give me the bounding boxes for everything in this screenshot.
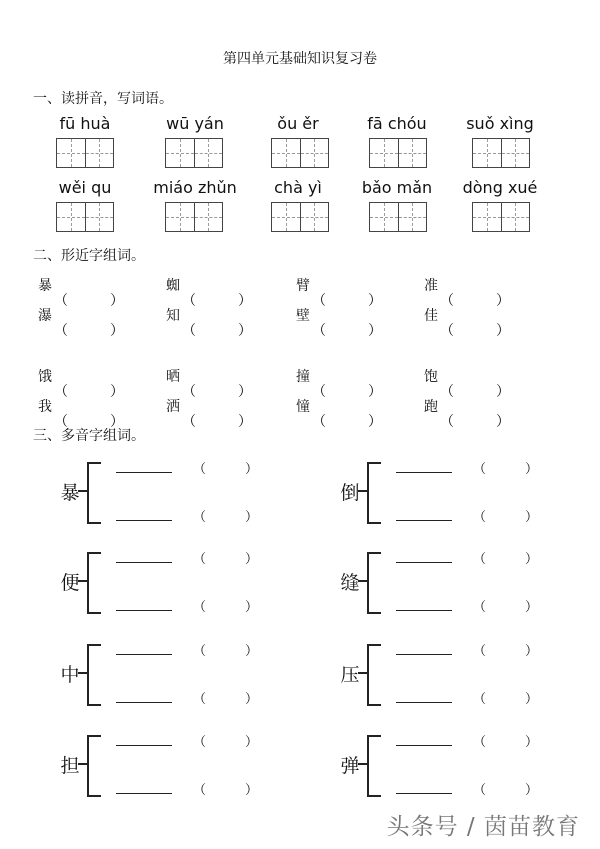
pinyin-1: fū huà <box>59 114 111 133</box>
pinyin-paren-open[interactable]: （ <box>473 644 487 659</box>
polyphone-char: 担 <box>60 755 80 777</box>
pinyin-paren-open[interactable]: （ <box>193 510 207 525</box>
xingjin-item[interactable]: 洒 <box>166 399 180 415</box>
brace <box>367 644 381 706</box>
xingjin-item[interactable]: 准 <box>424 278 438 294</box>
writing-grid-8[interactable] <box>271 202 329 232</box>
pinyin-9: bǎo mǎn <box>361 178 433 197</box>
section-1-heading: 一、读拼音，写词语。 <box>33 91 173 107</box>
pinyin-paren-close: ） <box>245 644 259 659</box>
answer-blank[interactable] <box>396 702 452 703</box>
xingjin-item[interactable]: 我 <box>38 399 52 415</box>
pinyin-paren-open[interactable]: （ <box>473 692 487 707</box>
pinyin-paren-close: ） <box>525 600 539 615</box>
pinyin-paren-close: ） <box>525 783 539 798</box>
polyphone-char: 暴 <box>60 482 80 504</box>
pinyin-paren-open[interactable]: （ <box>193 644 207 659</box>
answer-blank[interactable] <box>396 745 452 746</box>
writing-grid-5[interactable] <box>472 138 530 168</box>
pinyin-paren-open[interactable]: （ <box>193 462 207 477</box>
pinyin-paren-close: ） <box>245 600 259 615</box>
answer-blank[interactable] <box>396 793 452 794</box>
answer-blank[interactable] <box>116 793 172 794</box>
polyphone-char: 弹 <box>340 755 360 777</box>
pinyin-paren-close: ） <box>245 552 259 567</box>
brace <box>367 462 381 524</box>
pinyin-paren-open[interactable]: （ <box>473 462 487 477</box>
xingjin-item[interactable]: 壁 <box>296 308 310 324</box>
pinyin-4: fā chóu <box>367 114 427 133</box>
answer-blank[interactable] <box>116 520 172 521</box>
pinyin-3: ǒu ěr <box>277 114 319 133</box>
xingjin-item[interactable]: 跑 <box>424 399 438 415</box>
answer-blank[interactable] <box>116 562 172 563</box>
pinyin-6: wěi qu <box>58 178 112 197</box>
xingjin-item[interactable]: 撞 <box>296 369 310 385</box>
xingjin-item[interactable]: 饿 <box>38 369 52 385</box>
xingjin-item[interactable]: 知 <box>166 308 180 324</box>
xingjin-item[interactable]: 臂 <box>296 278 310 294</box>
pinyin-paren-close: ） <box>525 735 539 750</box>
page-title: 第四单元基础知识复习卷 <box>223 51 377 67</box>
writing-grid-9[interactable] <box>369 202 427 232</box>
pinyin-paren-open[interactable]: （ <box>473 783 487 798</box>
answer-blank[interactable] <box>396 610 452 611</box>
answer-blank[interactable] <box>396 654 452 655</box>
brace <box>87 735 101 797</box>
pinyin-paren-open[interactable]: （ <box>193 735 207 750</box>
section-2-heading: 二、形近字组词。 <box>33 248 145 264</box>
answer-blank[interactable] <box>396 472 452 473</box>
pinyin-paren-open[interactable]: （ <box>193 600 207 615</box>
writing-grid-6[interactable] <box>56 202 114 232</box>
xingjin-item[interactable]: 暴 <box>38 278 52 294</box>
answer-blank[interactable] <box>116 610 172 611</box>
polyphone-char: 倒 <box>340 482 360 504</box>
xingjin-item[interactable]: 饱 <box>424 369 438 385</box>
xingjin-item[interactable]: 憧 <box>296 399 310 415</box>
answer-blank[interactable] <box>116 472 172 473</box>
xingjin-item[interactable]: 晒 <box>166 369 180 385</box>
pinyin-paren-open[interactable]: （ <box>473 600 487 615</box>
pinyin-paren-open[interactable]: （ <box>473 735 487 750</box>
pinyin-7: miáo zhǔn <box>153 178 237 197</box>
pinyin-paren-close: ） <box>525 510 539 525</box>
writing-grid-2[interactable] <box>165 138 223 168</box>
polyphone-char: 缝 <box>340 572 360 594</box>
writing-grid-3[interactable] <box>271 138 329 168</box>
writing-grid-4[interactable] <box>369 138 427 168</box>
polyphone-char: 便 <box>60 572 80 594</box>
polyphone-char: 压 <box>340 664 360 686</box>
answer-blank[interactable] <box>116 654 172 655</box>
brace <box>367 552 381 614</box>
pinyin-paren-open[interactable]: （ <box>193 783 207 798</box>
pinyin-paren-close: ） <box>525 552 539 567</box>
brace <box>367 735 381 797</box>
pinyin-paren-close: ） <box>245 735 259 750</box>
brace <box>87 644 101 706</box>
polyphone-char: 中 <box>60 664 80 686</box>
xingjin-item[interactable]: 蜘 <box>166 278 180 294</box>
pinyin-paren-open[interactable]: （ <box>473 510 487 525</box>
writing-grid-10[interactable] <box>472 202 530 232</box>
pinyin-paren-close: ） <box>245 510 259 525</box>
pinyin-paren-open[interactable]: （ <box>193 692 207 707</box>
xingjin-item[interactable]: 瀑 <box>38 308 52 324</box>
pinyin-8: chà yì <box>274 178 322 197</box>
answer-blank[interactable] <box>116 702 172 703</box>
answer-blank[interactable] <box>116 745 172 746</box>
xingjin-item[interactable]: 佳 <box>424 308 438 324</box>
pinyin-2: wū yán <box>166 114 224 133</box>
pinyin-paren-open[interactable]: （ <box>473 552 487 567</box>
watermark: 头条号 / 茵苗教育 <box>386 814 580 840</box>
brace <box>87 552 101 614</box>
pinyin-paren-close: ） <box>525 692 539 707</box>
pinyin-paren-close: ） <box>245 783 259 798</box>
pinyin-paren-close: ） <box>245 462 259 477</box>
writing-grid-7[interactable] <box>165 202 223 232</box>
answer-blank[interactable] <box>396 520 452 521</box>
pinyin-5: suǒ xìng <box>466 114 534 133</box>
writing-grid-1[interactable] <box>56 138 114 168</box>
pinyin-paren-close: ） <box>245 692 259 707</box>
brace <box>87 462 101 524</box>
pinyin-paren-close: ） <box>525 644 539 659</box>
pinyin-paren-open[interactable]: （ <box>193 552 207 567</box>
answer-blank[interactable] <box>396 562 452 563</box>
pinyin-10: dòng xué <box>462 178 538 197</box>
pinyin-paren-close: ） <box>525 462 539 477</box>
section-3-heading: 三、多音字组词。 <box>33 428 145 444</box>
